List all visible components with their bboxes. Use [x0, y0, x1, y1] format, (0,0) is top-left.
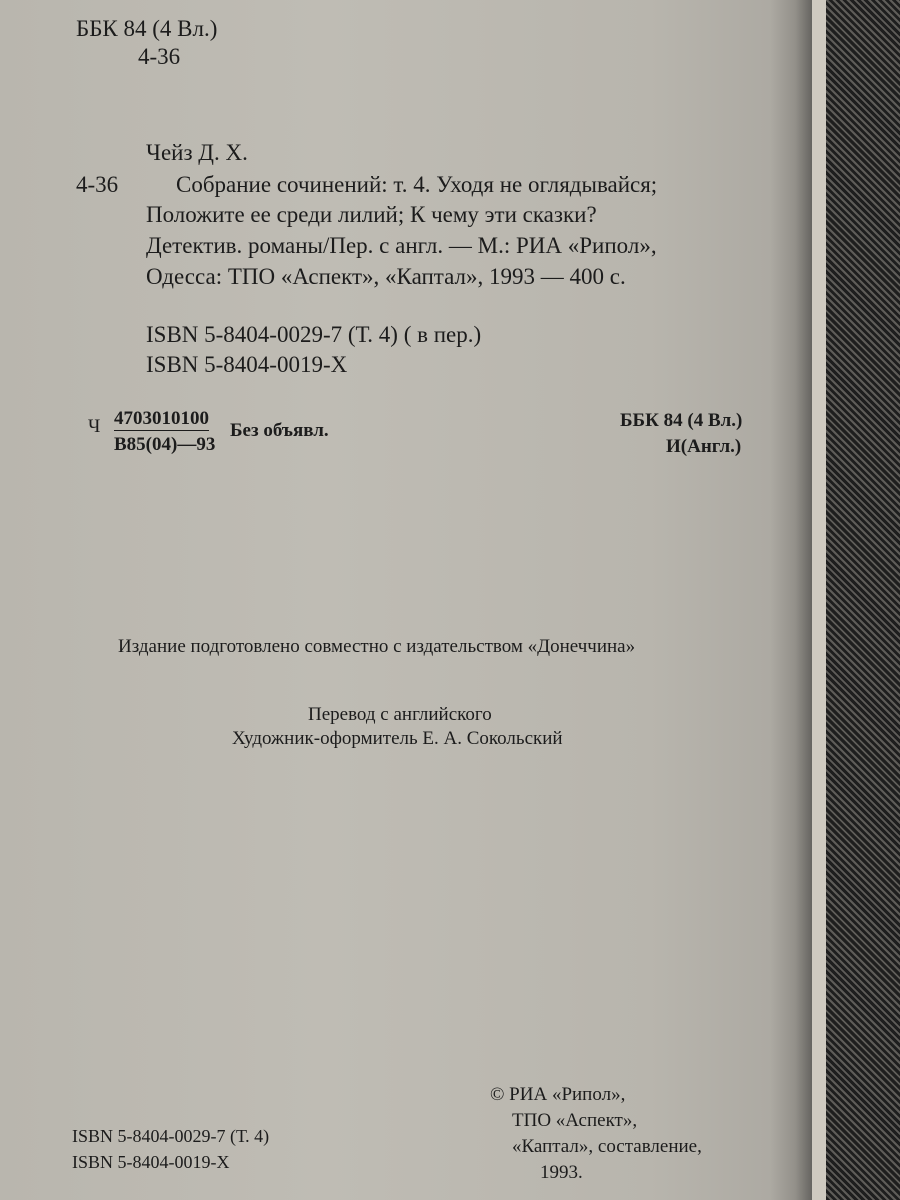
bbk-right: ББК 84 (4 Вл.) — [620, 410, 743, 431]
copyright-line: 1993. — [540, 1162, 583, 1183]
catalog-denominator: В85(04)—93 — [114, 434, 216, 455]
footer-isbn: ISBN 5-8404-0029-7 (Т. 4) — [72, 1126, 270, 1146]
annotation-line: Положите ее среди лилий; К чему эти сказки? — [146, 202, 597, 227]
author-name: Чейз Д. Х. — [146, 140, 248, 165]
page-gutter-shadow — [770, 0, 812, 1200]
translation-note: Перевод с английского — [308, 704, 492, 725]
author-mark: 4-36 — [138, 44, 181, 69]
isbn-line: ISBN 5-8404-0019-X — [146, 352, 348, 377]
no-ad-note: Без объявл. — [230, 420, 329, 441]
copyright-line: «Каптал», составление, — [512, 1136, 702, 1157]
annotation-author-mark: 4-36 — [76, 172, 119, 197]
cover-illustration-edge — [812, 0, 900, 1200]
annotation-line: Собрание сочинений: т. 4. Уходя не оглядывайся; — [176, 172, 658, 197]
footer-isbn: ISBN 5-8404-0019-X — [72, 1152, 230, 1172]
joint-edition-note: Издание подготовлено совместно с издательством «Донеччина» — [118, 636, 636, 657]
catalog-numerator: 4703010100 — [114, 408, 209, 429]
isbn-line: ISBN 5-8404-0029-7 (Т. 4) ( в пер.) — [146, 322, 482, 347]
copyright-line: ТПО «Аспект», — [512, 1110, 638, 1131]
annotation-line: Одесса: ТПО «Аспект», «Каптал», 1993 — 400 с. — [146, 264, 626, 289]
annotation-line: Детектив. романы/Пер. с англ. — М.: РИА «Рипол», — [146, 233, 657, 258]
index-right: И(Англ.) — [666, 436, 742, 457]
catalog-ch-letter: Ч — [88, 416, 101, 437]
copyright-line: © РИА «Рипол», — [490, 1084, 626, 1105]
bbk-code: ББК 84 (4 Вл.) — [76, 16, 218, 41]
artist-credit: Художник-оформитель Е. А. Сокольский — [232, 728, 563, 749]
